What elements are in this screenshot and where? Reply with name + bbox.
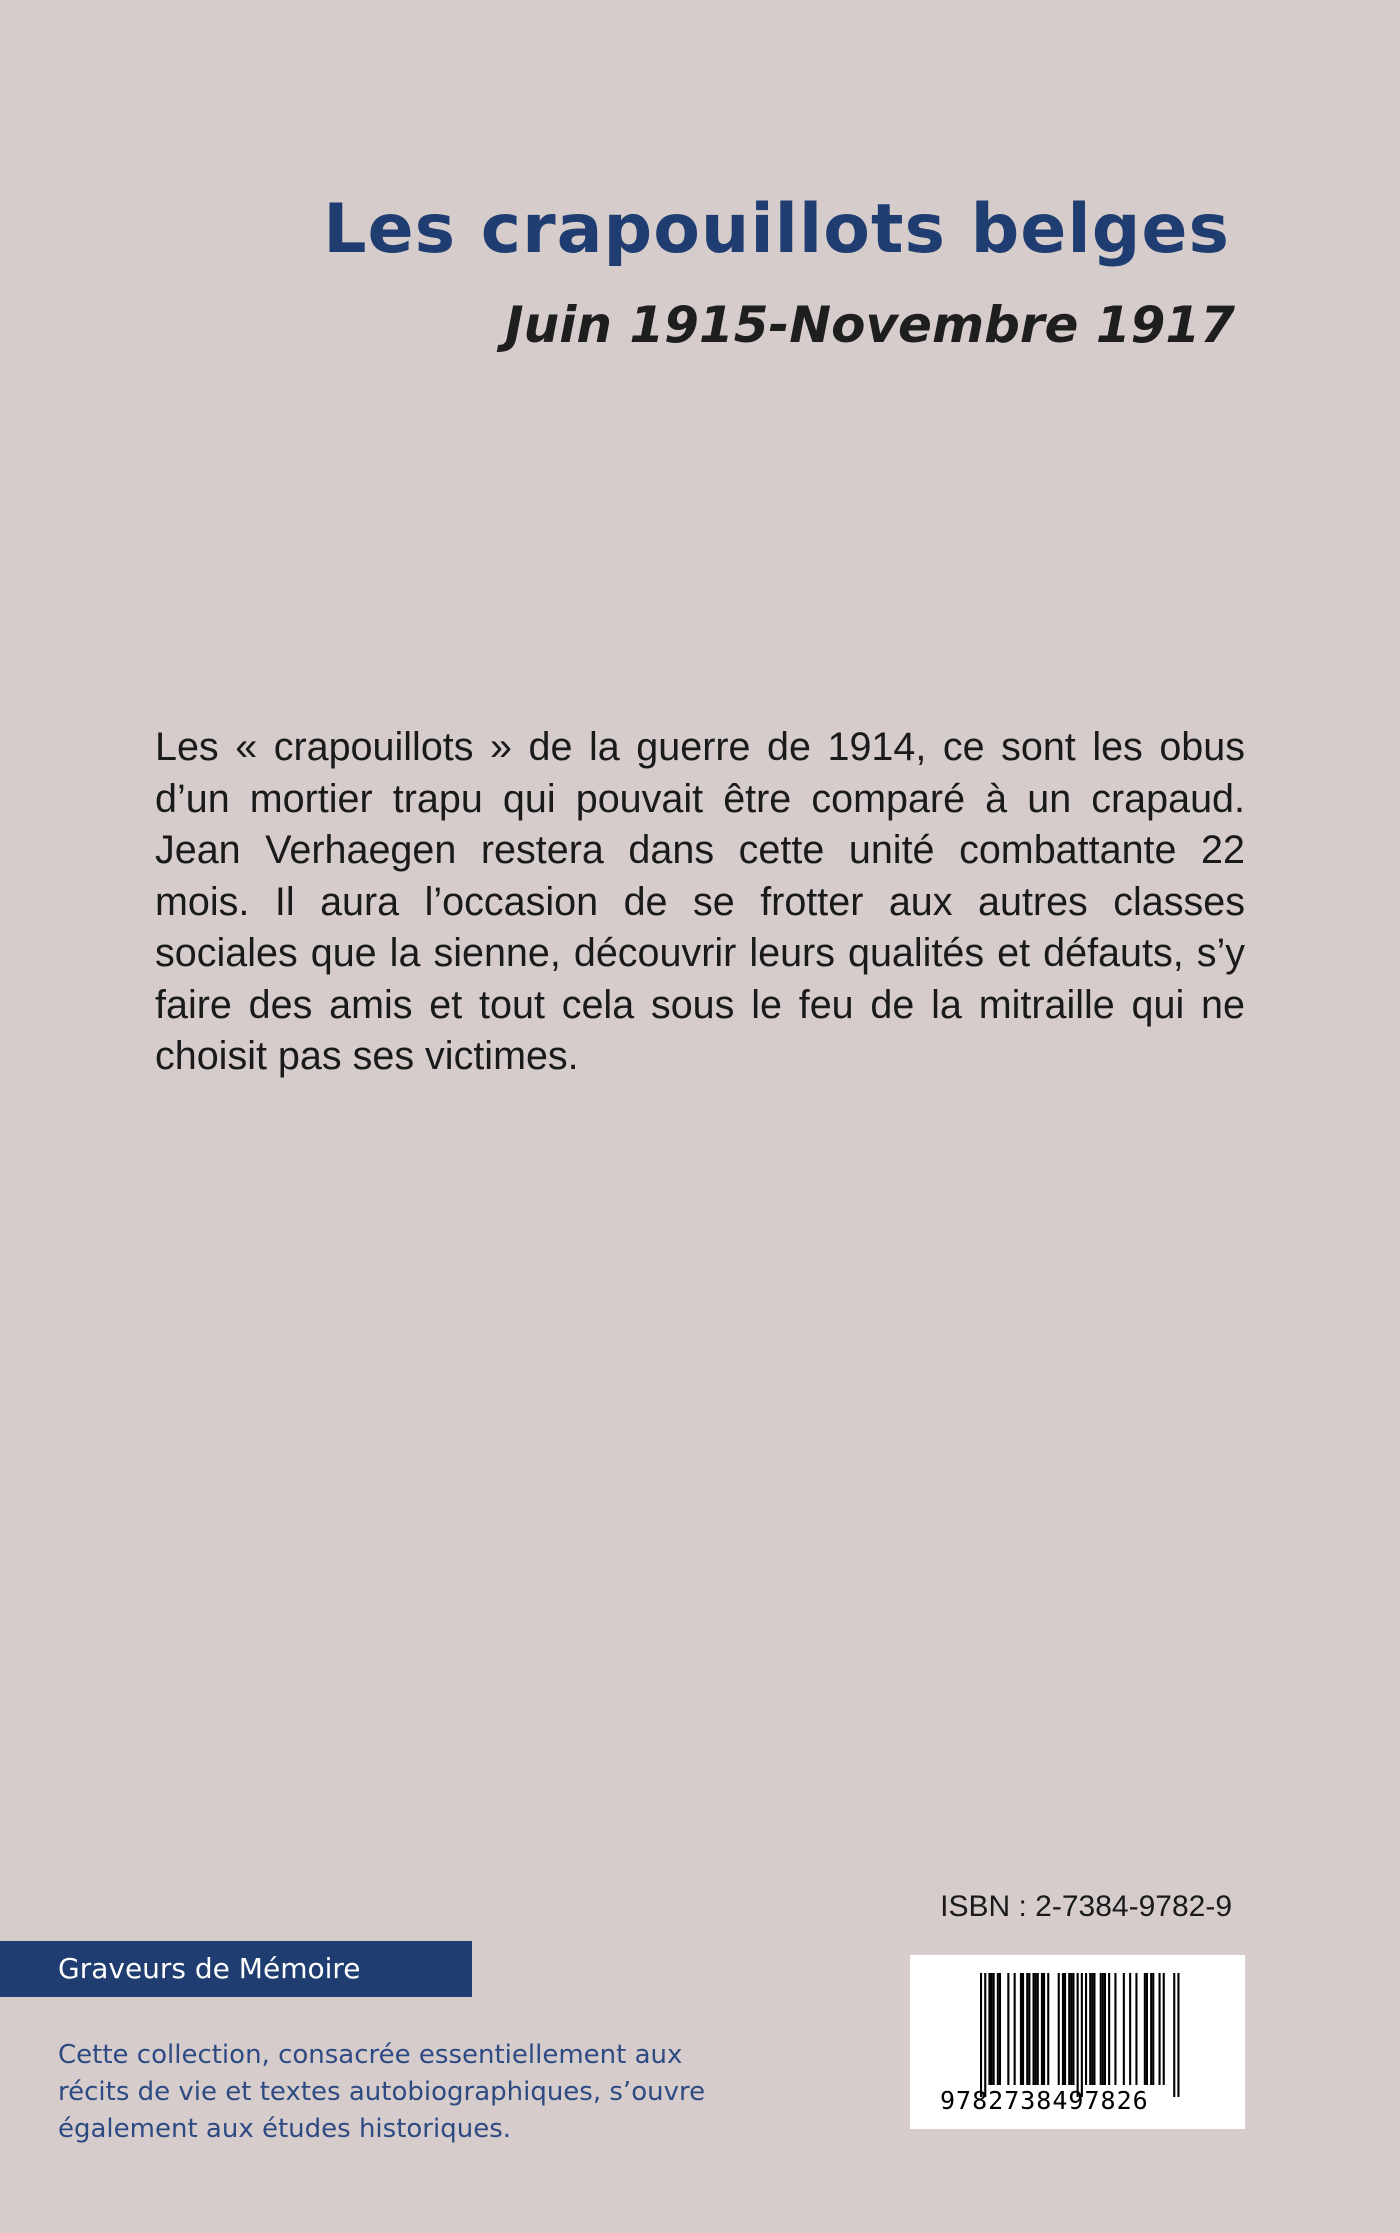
- barcode-bar: [1047, 1973, 1049, 2085]
- barcode-bar: [1058, 1973, 1060, 2085]
- book-subtitle: Juin 1915-Novembre 1917: [505, 296, 1235, 354]
- isbn-label: ISBN : 2-7384-9782-9: [940, 1890, 1232, 1923]
- barcode-bar: [991, 1973, 993, 2085]
- barcode-bar: [1152, 1973, 1154, 2085]
- barcode-bar: [1028, 1973, 1030, 2085]
- barcode-bar: [1085, 1973, 1087, 2085]
- barcode-bar: [999, 1973, 1001, 2085]
- back-cover-blurb: Les « crapouillots » de la guerre de 1914, ce sont les obus d’un mortier trapu qui pouvait être comparé à un crapaud. Jean Verhaegen restera dans cette unité combattante 22 mois. Il aura l’occasion de se frotter aux autres classes sociales que la sienne, découvrir leurs qualités et défauts, s’y faire des amis et tout cela sous le feu de la mitraille qui ne choisit pas ses victimes.: [155, 725, 1245, 1078]
- barcode-bar: [1037, 1973, 1039, 2085]
- barcode-bar: [1035, 1973, 1037, 2085]
- barcode-bar: [1026, 1973, 1028, 2085]
- barcode-bar: [1100, 1973, 1102, 2085]
- barcode-bar: [980, 1973, 982, 2097]
- barcode-bar: [1102, 1973, 1104, 2085]
- barcode-bar: [984, 1973, 986, 2097]
- barcode-bar: [1129, 1973, 1131, 2085]
- barcode: [910, 1955, 1245, 2129]
- barcode-bar: [1108, 1973, 1110, 2085]
- barcode-bar: [1150, 1973, 1152, 2085]
- barcode-bar: [1104, 1973, 1106, 2085]
- collection-name: Graveurs de Mémoire: [58, 1952, 361, 1985]
- barcode-bar: [1014, 1973, 1016, 2085]
- barcode-bar: [1020, 1973, 1022, 2085]
- barcode-digits: 9782738497826: [940, 2086, 1149, 2115]
- barcode-bar: [1068, 1973, 1070, 2085]
- barcode-bar: [993, 1973, 995, 2085]
- barcode-bar: [1091, 1973, 1093, 2085]
- barcode-bar: [1146, 1973, 1148, 2085]
- collection-description: Cette collection, consacrée essentiellement aux récits de vie et textes autobiographiques, s’ouvre également aux études historiques.: [58, 2040, 706, 2144]
- barcode-bar: [1077, 1973, 1079, 2097]
- barcode-bar: [1062, 1973, 1064, 2085]
- barcode-bar: [1022, 1973, 1024, 2085]
- barcode-bar: [1114, 1973, 1116, 2085]
- barcode-bar: [1033, 1973, 1035, 2085]
- barcode-bar: [1007, 1973, 1009, 2085]
- barcode-bar: [1173, 1973, 1175, 2097]
- barcode-bar: [1177, 1973, 1179, 2097]
- barcode-bar: [997, 1973, 999, 2085]
- collection-banner: [0, 1941, 472, 1997]
- barcode-bar: [1144, 1973, 1146, 2085]
- barcode-bar: [1043, 1973, 1045, 2085]
- barcode-bar: [1093, 1973, 1095, 2085]
- barcode-bar: [1163, 1973, 1165, 2085]
- barcode-bar: [1089, 1973, 1091, 2085]
- barcode-bar: [1135, 1973, 1137, 2085]
- barcode-bar: [1123, 1973, 1125, 2085]
- barcode-bar: [1041, 1973, 1043, 2085]
- barcode-bar: [988, 1973, 990, 2085]
- book-title: Les crapouillots belges: [323, 190, 1230, 269]
- barcode-bar: [1064, 1973, 1066, 2085]
- barcode-bar: [1081, 1973, 1083, 2097]
- barcode-bar: [1070, 1973, 1072, 2085]
- barcode-bar: [1159, 1973, 1161, 2085]
- barcode-bar: [1072, 1973, 1074, 2085]
